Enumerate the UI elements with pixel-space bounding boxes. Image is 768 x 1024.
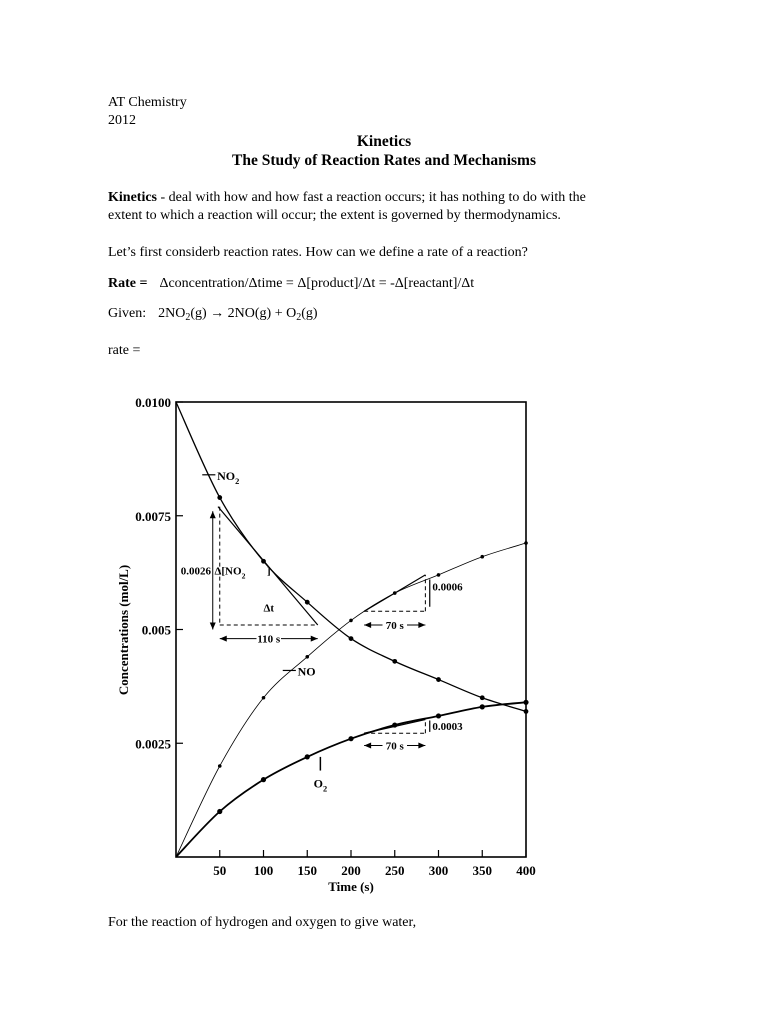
data-point-no (349, 619, 353, 623)
x-tick-label: 300 (428, 863, 449, 878)
x-tick-label: 350 (472, 863, 492, 878)
rate-question: Let’s first considerb reaction rates. How can we define a rate of a reaction? (108, 245, 528, 260)
data-point-o2 (436, 713, 441, 718)
delta-t-value: 110 s (257, 633, 281, 646)
delta-no2-label-subscript: 2 (241, 571, 246, 581)
y-tick-label: 0.0025 (135, 736, 171, 752)
no2-curve-label: $NO_2$ (217, 468, 240, 486)
data-point-o2 (261, 777, 266, 782)
products-subscript: 2 (296, 312, 302, 323)
o2-dt-arrowhead-right (418, 743, 425, 749)
data-point-no2 (524, 709, 529, 714)
page-title: Kinetics (356, 133, 412, 150)
products-state: (g) (301, 306, 318, 321)
data-point-o2 (348, 736, 353, 741)
given-reaction (108, 305, 318, 322)
reactant-formula: 2NO (158, 306, 186, 321)
o2-dt-arrowhead-left (364, 743, 371, 749)
data-point-no (262, 696, 266, 700)
data-point-no (437, 573, 441, 577)
series-line-o2 (176, 702, 526, 857)
o2-dt-value: 70 s (385, 740, 404, 753)
products-formula: 2NO(g) + O (227, 306, 297, 321)
definition-text: - deal with how and how fast a reaction occurs; it has nothing to do with the (157, 190, 586, 205)
data-point-no2 (480, 695, 485, 700)
no-tangent-line (364, 575, 425, 611)
series-line-no (176, 543, 526, 857)
o2-dc-value: 0.0003 (432, 720, 463, 733)
y-tick-label: 0.005 (141, 622, 171, 638)
delta-no2-arrowhead-down (210, 623, 216, 630)
data-point-no2 (436, 677, 441, 682)
reactant-state: (g) (190, 306, 207, 321)
x-axis-label: Time (s) (328, 879, 374, 894)
reactant-subscript: 2 (185, 312, 191, 323)
course-name: AT Chemistry (108, 95, 187, 110)
data-point-no2 (392, 659, 397, 664)
data-point-o2 (523, 700, 528, 705)
x-tick-label: 200 (341, 863, 361, 878)
concentration-chart (110, 380, 550, 900)
data-point-no2 (217, 495, 222, 500)
x-axis-ticks (213, 850, 536, 878)
delta-t-arrowhead-right (311, 636, 318, 642)
data-point-o2 (217, 809, 222, 814)
data-point-no (305, 655, 309, 659)
o2-curve-label-subscript: 2 (322, 784, 328, 794)
delta-t-label: Δt (263, 602, 275, 615)
o2-tangent-line (364, 720, 425, 734)
delta-no2-value: 0.0026 (180, 565, 211, 578)
data-point-o2 (480, 704, 485, 709)
no2-curve-label-subscript: 2 (235, 476, 240, 486)
y-tick-label: 0.0100 (135, 395, 171, 410)
delta-no2-arrowhead-up (210, 511, 216, 518)
delta-t-arrowhead-left (220, 636, 227, 642)
definition-line-1 (108, 189, 586, 206)
footer-text: For the reaction of hydrogen and oxygen to give water, (108, 915, 417, 930)
definition-line-2: extent to which a reaction will occur; the extent is governed by thermodynamics. (108, 208, 561, 223)
y-axis-label: Concentrations (mol/L) (116, 564, 131, 696)
x-tick-label: 400 (516, 863, 536, 878)
annotation-layer (181, 469, 463, 794)
no-dc-value: 0.0006 (432, 581, 463, 594)
rate-expression: Δconcentration/Δtime = Δ[product]/Δt = -Δ[reactant]/Δt (159, 276, 475, 291)
series-line-no2 (176, 402, 526, 711)
x-tick-label: 50 (213, 863, 227, 878)
data-point-no (480, 555, 484, 559)
no-curve-label: NO (297, 664, 316, 679)
year: 2012 (108, 113, 136, 128)
given-label: Given: (108, 306, 147, 321)
x-tick-label: 100 (253, 863, 274, 878)
delta-no2-bracket: ] (267, 565, 271, 578)
rate-label: Rate = (108, 276, 148, 291)
x-tick-label: 250 (385, 863, 405, 878)
reaction-arrow: → (210, 306, 225, 321)
no-dt-value: 70 s (385, 619, 404, 632)
page-subtitle: The Study of Reaction Rates and Mechanisms (232, 152, 536, 169)
rate-definition (108, 275, 474, 292)
delta-no2-label: $\Delta[NO_2$ (214, 565, 246, 581)
no-dt-arrowhead-left (364, 622, 371, 628)
data-point-no (218, 764, 222, 768)
rate-blank: rate = (108, 343, 141, 358)
definition-term: Kinetics (108, 190, 157, 205)
data-point-no2 (349, 636, 354, 641)
no-dt-arrowhead-right (418, 622, 425, 628)
data-point-o2 (305, 754, 310, 759)
y-tick-label: 0.0075 (135, 508, 171, 524)
o2-curve-label: $O_2$ (313, 776, 328, 794)
data-point-no (524, 541, 528, 545)
x-tick-label: 150 (297, 863, 317, 878)
data-point-no2 (305, 600, 310, 605)
